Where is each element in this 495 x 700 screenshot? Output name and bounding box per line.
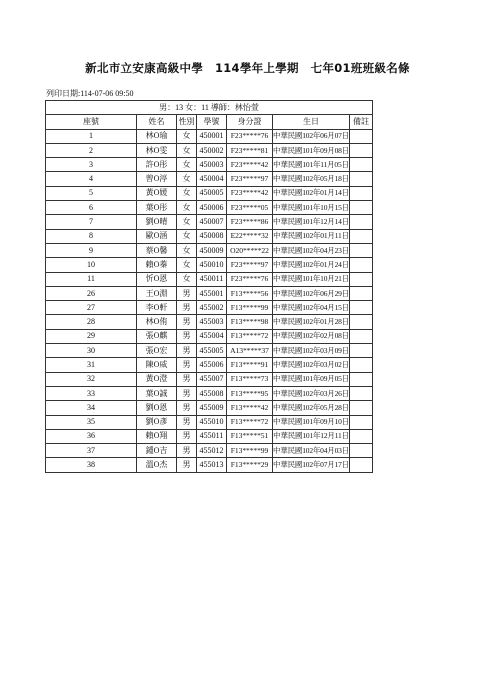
- national-id-cell: F13*****72: [227, 415, 273, 429]
- seat-cell: 1: [46, 129, 137, 143]
- note-cell: [350, 401, 373, 415]
- header-row: [46, 115, 373, 129]
- seat-cell: 7: [46, 215, 137, 229]
- birthday-cell: 中華民國102年05月28日: [273, 401, 350, 415]
- sex-cell: 男: [177, 344, 197, 358]
- note-cell: [350, 186, 373, 200]
- birthday-cell: 中華民國102年01月24日: [273, 258, 350, 272]
- national-id-cell: F13*****99: [227, 444, 273, 458]
- table-row: [46, 415, 373, 429]
- seat-cell: 8: [46, 229, 137, 243]
- seat-cell: 36: [46, 429, 137, 443]
- column-header-birthday: 生日: [273, 115, 350, 129]
- student-id-cell: 450007: [197, 215, 227, 229]
- sex-cell: 女: [177, 172, 197, 186]
- student-id-cell: 455006: [197, 358, 227, 372]
- name-cell: 張O宏: [137, 344, 177, 358]
- seat-cell: 9: [46, 243, 137, 257]
- seat-cell: 38: [46, 458, 137, 472]
- table-row: [46, 429, 373, 443]
- student-id-cell: 450001: [197, 129, 227, 143]
- seat-cell: 11: [46, 272, 137, 286]
- note-cell: [350, 129, 373, 143]
- sex-cell: 女: [177, 215, 197, 229]
- birthday-cell: 中華民國102年02月08日: [273, 329, 350, 343]
- national-id-cell: F13*****56: [227, 286, 273, 300]
- seat-cell: 2: [46, 143, 137, 157]
- student-id-cell: 450009: [197, 243, 227, 257]
- sex-cell: 男: [177, 415, 197, 429]
- sex-cell: 女: [177, 201, 197, 215]
- column-header-sex: 性別: [177, 115, 197, 129]
- name-cell: 李O軒: [137, 301, 177, 315]
- table-row: [46, 401, 373, 415]
- note-cell: [350, 429, 373, 443]
- student-id-cell: 450003: [197, 158, 227, 172]
- print-date: 列印日期:114-07-06 09:50: [46, 89, 134, 98]
- student-id-cell: 455011: [197, 429, 227, 443]
- seat-cell: 10: [46, 258, 137, 272]
- class-roster-table: [45, 100, 373, 473]
- seat-cell: 28: [46, 315, 137, 329]
- sex-cell: 女: [177, 186, 197, 200]
- table-row: [46, 186, 373, 200]
- student-id-cell: 455007: [197, 372, 227, 386]
- name-cell: 林O瑜: [137, 129, 177, 143]
- national-id-cell: F23*****86: [227, 215, 273, 229]
- sex-cell: 女: [177, 243, 197, 257]
- name-cell: 溫O杰: [137, 458, 177, 472]
- name-cell: 張O麒: [137, 329, 177, 343]
- sex-cell: 女: [177, 143, 197, 157]
- student-id-cell: 450002: [197, 143, 227, 157]
- name-cell: 劉O恩: [137, 401, 177, 415]
- note-cell: [350, 143, 373, 157]
- note-cell: [350, 215, 373, 229]
- table-row: [46, 201, 373, 215]
- sex-cell: 男: [177, 286, 197, 300]
- birthday-cell: 中華民國102年05月18日: [273, 172, 350, 186]
- birthday-cell: 中華民國101年09月08日: [273, 143, 350, 157]
- seat-cell: 29: [46, 329, 137, 343]
- national-id-cell: F13*****42: [227, 401, 273, 415]
- birthday-cell: 中華民國102年06月29日: [273, 286, 350, 300]
- birthday-cell: 中華民國101年09月10日: [273, 415, 350, 429]
- seat-cell: 35: [46, 415, 137, 429]
- note-cell: [350, 329, 373, 343]
- seat-cell: 5: [46, 186, 137, 200]
- sex-cell: 男: [177, 386, 197, 400]
- sex-cell: 男: [177, 444, 197, 458]
- birthday-cell: 中華民國101年12月11日: [273, 429, 350, 443]
- table-row: [46, 172, 373, 186]
- name-cell: 許O彤: [137, 158, 177, 172]
- table-row: [46, 301, 373, 315]
- table-row: [46, 458, 373, 472]
- birthday-cell: 中華民國102年01月28日: [273, 315, 350, 329]
- name-cell: 歐O涵: [137, 229, 177, 243]
- sex-cell: 男: [177, 401, 197, 415]
- student-id-cell: 450004: [197, 172, 227, 186]
- national-id-cell: F13*****73: [227, 372, 273, 386]
- note-cell: [350, 372, 373, 386]
- sex-cell: 女: [177, 158, 197, 172]
- student-id-cell: 455013: [197, 458, 227, 472]
- birthday-cell: 中華民國102年07月17日: [273, 458, 350, 472]
- name-cell: 陳O威: [137, 358, 177, 372]
- table-row: [46, 329, 373, 343]
- class-summary: 男：13 女：11 導師：林怡萱: [46, 101, 373, 115]
- seat-cell: 31: [46, 358, 137, 372]
- national-id-cell: F23*****97: [227, 172, 273, 186]
- name-cell: 葉O誠: [137, 386, 177, 400]
- birthday-cell: 中華民國101年11月05日: [273, 158, 350, 172]
- page-title: 新北市立安康高級中學 114學年上學期 七年01班班級名條: [85, 61, 410, 75]
- student-id-cell: 455012: [197, 444, 227, 458]
- table-row: [46, 315, 373, 329]
- table-row: [46, 372, 373, 386]
- national-id-cell: E22*****32: [227, 229, 273, 243]
- name-cell: 林O侑: [137, 315, 177, 329]
- name-cell: 鍾O吉: [137, 444, 177, 458]
- note-cell: [350, 272, 373, 286]
- table-row: [46, 258, 373, 272]
- note-cell: [350, 229, 373, 243]
- table-row: [46, 286, 373, 300]
- name-cell: 王O淵: [137, 286, 177, 300]
- birthday-cell: 中華民國101年12月14日: [273, 215, 350, 229]
- table-row: [46, 272, 373, 286]
- column-header-name: 姓名: [137, 115, 177, 129]
- national-id-cell: O20*****22: [227, 243, 273, 257]
- national-id-cell: F23*****81: [227, 143, 273, 157]
- student-id-cell: 450008: [197, 229, 227, 243]
- national-id-cell: F13*****29: [227, 458, 273, 472]
- student-id-cell: 455001: [197, 286, 227, 300]
- sex-cell: 男: [177, 429, 197, 443]
- student-id-cell: 450011: [197, 272, 227, 286]
- birthday-cell: 中華民國101年10月21日: [273, 272, 350, 286]
- student-id-cell: 450005: [197, 186, 227, 200]
- seat-cell: 33: [46, 386, 137, 400]
- birthday-cell: 中華民國101年10月15日: [273, 201, 350, 215]
- name-cell: 蔡O馨: [137, 243, 177, 257]
- birthday-cell: 中華民國102年04月23日: [273, 243, 350, 257]
- national-id-cell: F23*****05: [227, 201, 273, 215]
- national-id-cell: F23*****76: [227, 129, 273, 143]
- column-header-national-id: 身分證: [227, 115, 273, 129]
- table-row: [46, 358, 373, 372]
- sex-cell: 女: [177, 272, 197, 286]
- student-id-cell: 455009: [197, 401, 227, 415]
- summary-row: [46, 101, 373, 115]
- birthday-cell: 中華民國102年03月26日: [273, 386, 350, 400]
- sex-cell: 男: [177, 315, 197, 329]
- student-id-cell: 455008: [197, 386, 227, 400]
- seat-cell: 30: [46, 344, 137, 358]
- national-id-cell: A13*****37: [227, 344, 273, 358]
- national-id-cell: F13*****98: [227, 315, 273, 329]
- birthday-cell: 中華民國102年04月03日: [273, 444, 350, 458]
- name-cell: 劉O晴: [137, 215, 177, 229]
- sex-cell: 男: [177, 458, 197, 472]
- note-cell: [350, 172, 373, 186]
- note-cell: [350, 243, 373, 257]
- national-id-cell: F23*****42: [227, 186, 273, 200]
- national-id-cell: F13*****95: [227, 386, 273, 400]
- name-cell: 林O雯: [137, 143, 177, 157]
- birthday-cell: 中華民國102年04月15日: [273, 301, 350, 315]
- student-id-cell: 450006: [197, 201, 227, 215]
- roster-body: [46, 129, 373, 472]
- student-id-cell: 455003: [197, 315, 227, 329]
- name-cell: 黃O媛: [137, 186, 177, 200]
- table-row: [46, 344, 373, 358]
- national-id-cell: F23*****42: [227, 158, 273, 172]
- student-id-cell: 455005: [197, 344, 227, 358]
- note-cell: [350, 258, 373, 272]
- name-cell: 賴O翔: [137, 429, 177, 443]
- name-cell: 葉O彤: [137, 201, 177, 215]
- birthday-cell: 中華民國101年09月05日: [273, 372, 350, 386]
- table-row: [46, 444, 373, 458]
- name-cell: 劉O彥: [137, 415, 177, 429]
- sex-cell: 男: [177, 329, 197, 343]
- sex-cell: 女: [177, 129, 197, 143]
- national-id-cell: F13*****51: [227, 429, 273, 443]
- note-cell: [350, 358, 373, 372]
- note-cell: [350, 158, 373, 172]
- table-row: [46, 243, 373, 257]
- table-row: [46, 129, 373, 143]
- student-id-cell: 455004: [197, 329, 227, 343]
- sex-cell: 男: [177, 358, 197, 372]
- note-cell: [350, 301, 373, 315]
- sex-cell: 女: [177, 229, 197, 243]
- student-id-cell: 455002: [197, 301, 227, 315]
- name-cell: 曾O渟: [137, 172, 177, 186]
- note-cell: [350, 415, 373, 429]
- national-id-cell: F13*****91: [227, 358, 273, 372]
- note-cell: [350, 344, 373, 358]
- column-header-note: 備註: [350, 115, 373, 129]
- national-id-cell: F13*****99: [227, 301, 273, 315]
- birthday-cell: 中華民國102年01月14日: [273, 186, 350, 200]
- note-cell: [350, 315, 373, 329]
- column-header-seat: 座號: [46, 115, 137, 129]
- table-row: [46, 215, 373, 229]
- table-row: [46, 158, 373, 172]
- seat-cell: 26: [46, 286, 137, 300]
- birthday-cell: 中華民國102年06月07日: [273, 129, 350, 143]
- note-cell: [350, 386, 373, 400]
- seat-cell: 6: [46, 201, 137, 215]
- seat-cell: 34: [46, 401, 137, 415]
- table-row: [46, 143, 373, 157]
- note-cell: [350, 286, 373, 300]
- sex-cell: 女: [177, 258, 197, 272]
- note-cell: [350, 444, 373, 458]
- birthday-cell: 中華民國102年01月11日: [273, 229, 350, 243]
- national-id-cell: F23*****76: [227, 272, 273, 286]
- national-id-cell: F13*****72: [227, 329, 273, 343]
- name-cell: 黃O澄: [137, 372, 177, 386]
- birthday-cell: 中華民國102年03月09日: [273, 344, 350, 358]
- table-row: [46, 386, 373, 400]
- name-cell: 賴O蓁: [137, 258, 177, 272]
- national-id-cell: F23*****97: [227, 258, 273, 272]
- note-cell: [350, 201, 373, 215]
- note-cell: [350, 458, 373, 472]
- column-header-student-id: 學號: [197, 115, 227, 129]
- seat-cell: 37: [46, 444, 137, 458]
- seat-cell: 4: [46, 172, 137, 186]
- sex-cell: 男: [177, 372, 197, 386]
- sex-cell: 男: [177, 301, 197, 315]
- student-id-cell: 450010: [197, 258, 227, 272]
- student-id-cell: 455010: [197, 415, 227, 429]
- seat-cell: 27: [46, 301, 137, 315]
- name-cell: 忻O恩: [137, 272, 177, 286]
- seat-cell: 32: [46, 372, 137, 386]
- seat-cell: 3: [46, 158, 137, 172]
- table-row: [46, 229, 373, 243]
- birthday-cell: 中華民國102年03月02日: [273, 358, 350, 372]
